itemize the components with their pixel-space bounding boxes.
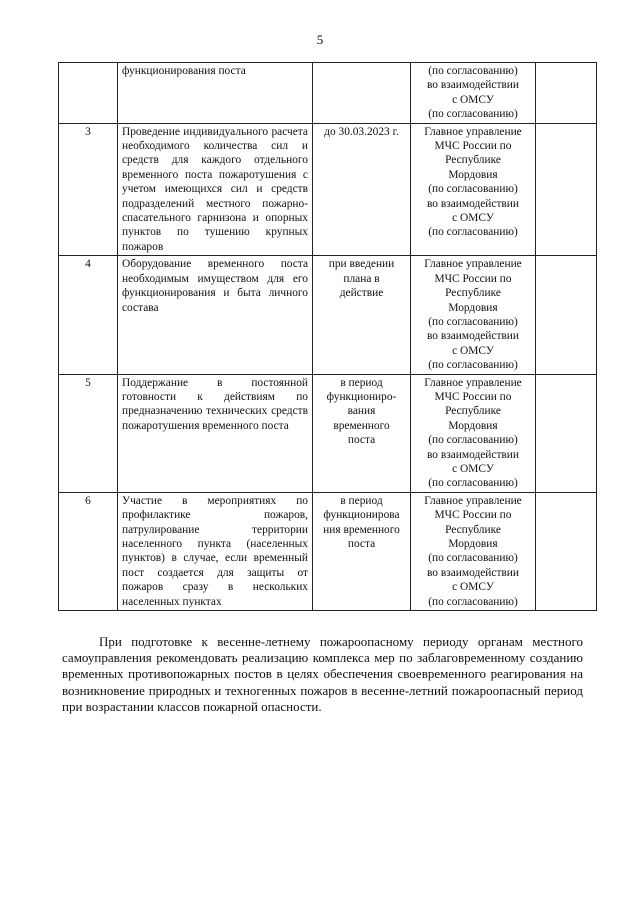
row-deadline: в период функционирова ния временного поста: [313, 492, 411, 610]
row-number: [59, 63, 118, 124]
row-deadline: [313, 63, 411, 124]
measures-table: [58, 62, 597, 611]
table-row: [59, 123, 597, 256]
row-deadline: до 30.03.2023 г.: [313, 123, 411, 256]
row-responsible: Главное управление МЧС России по Республике Мордовия (по согласованию) во взаимодействии с ОМСУ (по согласованию): [411, 492, 536, 610]
row-number: 4: [59, 256, 118, 374]
row-note: [536, 256, 597, 374]
table-row: [59, 374, 597, 492]
page-number: 5: [316, 32, 324, 47]
row-number: 3: [59, 123, 118, 256]
row-responsible: (по согласованию) во взаимодействии с ОМСУ (по согласованию): [411, 63, 536, 124]
row-responsible: Главное управление МЧС России по Республике Мордовия (по согласованию) во взаимодействии с ОМСУ (по согласованию): [411, 256, 536, 374]
row-note: [536, 123, 597, 256]
row-action: Проведение индивидуального расчета необходимого количества сил и средств для каждого отдельного временного поста пожаротушения с учетом имеющихся сил и средств подразделений местного пожарно-спасательного гарнизона и опорных пунктов по тушению крупных пожаров: [118, 123, 313, 256]
row-action: Оборудование временного поста необходимым имуществом для его функционирования и быта личного состава: [118, 256, 313, 374]
row-number: 5: [59, 374, 118, 492]
table-row: [59, 492, 597, 610]
row-action: Участие в мероприятиях по профилактике пожаров, патрулирование территории населенного пункта (населенных пунктов) в случае, если временный пост создается для защиты от пожаров сразу в нескольких населенных пунктах: [118, 492, 313, 610]
row-action: функционирования поста: [118, 63, 313, 124]
row-action: Поддержание в постоянной готовности к действиям по предназначению технических средств пожаротушения временного поста: [118, 374, 313, 492]
row-note: [536, 63, 597, 124]
row-responsible: Главное управление МЧС России по Республике Мордовия (по согласованию) во взаимодействии с ОМСУ (по согласованию): [411, 374, 536, 492]
row-deadline: при введении плана в действие: [313, 256, 411, 374]
body-paragraph: При подготовке к весенне-летнему пожароопасному периоду органам местного самоуправления рекомендовать реализацию комплекса мер по заблаговременному созданию временных противопожарных постов в целях обеспечения своевременного реагирования на возникновение природных и техногенных пожаров в весенне-летний пожароопасный период при возрастании классов пожарной опасности.: [62, 634, 583, 714]
row-note: [536, 492, 597, 610]
row-number: 6: [59, 492, 118, 610]
row-responsible: Главное управление МЧС России по Республике Мордовия (по согласованию) во взаимодействии с ОМСУ (по согласованию): [411, 123, 536, 256]
row-note: [536, 374, 597, 492]
table-row: [59, 63, 597, 124]
row-deadline: в период функциониро- вания временного поста: [313, 374, 411, 492]
table-row: [59, 256, 597, 374]
